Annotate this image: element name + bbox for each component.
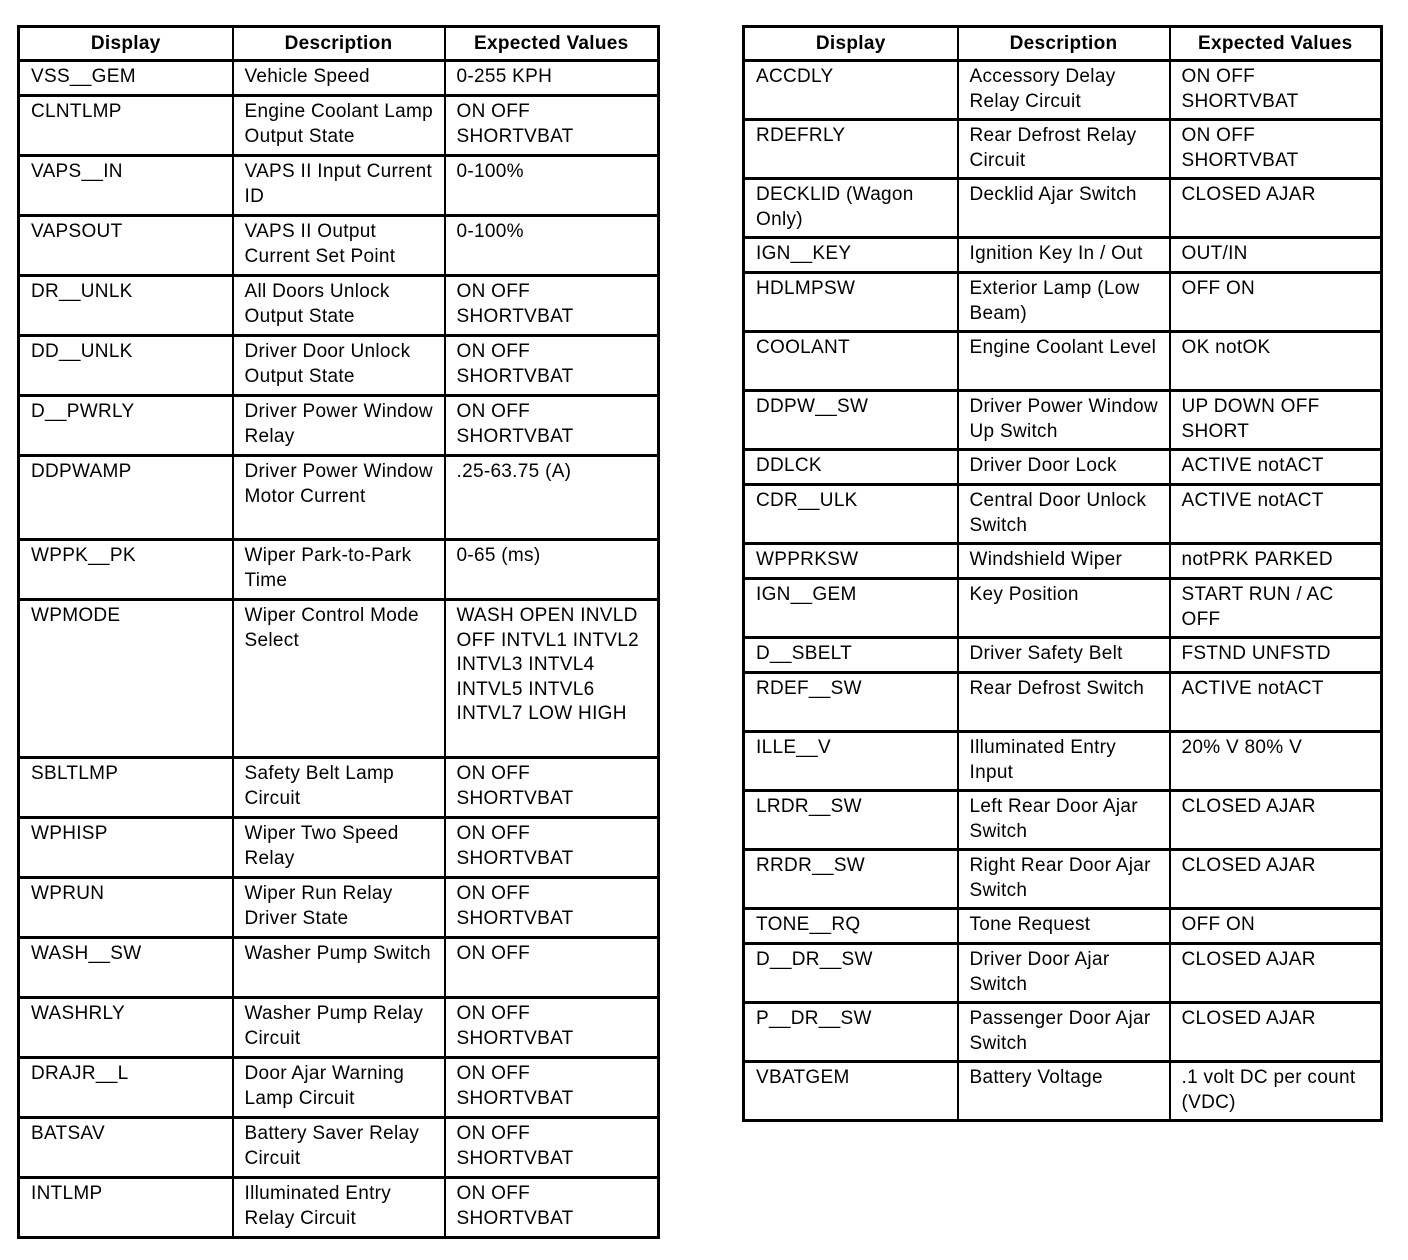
- display-cell: [19, 540, 233, 600]
- display-cell-text: D__DR__SW: [756, 949, 873, 970]
- description-cell: [958, 579, 1170, 638]
- display-cell: [744, 791, 958, 850]
- display-cell: [19, 600, 233, 758]
- header-display: Display: [19, 27, 233, 61]
- expected-values-cell-text: OFF ON: [1181, 914, 1256, 935]
- description-cell-text: Key Position: [969, 584, 1079, 605]
- display-cell-text: WPRUN: [31, 883, 105, 904]
- description-cell: [233, 61, 445, 96]
- display-cell-text: INTLMP: [31, 1183, 103, 1204]
- description-cell: [233, 156, 445, 216]
- description-cell-text: Engine Coolant Lamp Output State: [244, 101, 433, 147]
- description-cell: [958, 391, 1170, 450]
- description-cell: [958, 120, 1170, 179]
- display-cell: [19, 276, 233, 336]
- expected-values-cell: [445, 1058, 659, 1118]
- display-cell: [744, 544, 958, 579]
- expected-values-cell-text: WASH OPEN INVLD OFF INTVL1 INTVL2 INTVL3 INTVL4 INTVL5 INTVL6 INTVL7 LOW HIGH: [456, 605, 639, 724]
- expected-values-cell: [1170, 485, 1382, 544]
- expected-values-cell-text: ON OFF: [456, 943, 531, 964]
- expected-values-cell-text: ON OFF SHORTVBAT: [456, 1003, 574, 1049]
- table-row: [19, 1178, 659, 1238]
- expected-values-cell: [1170, 1003, 1382, 1062]
- table-row: [744, 1003, 1382, 1062]
- description-cell: [958, 61, 1170, 120]
- description-cell-text: Vehicle Speed: [244, 66, 370, 87]
- display-cell: [19, 998, 233, 1058]
- description-cell: [233, 818, 445, 878]
- table-row: [19, 216, 659, 276]
- description-cell: [958, 450, 1170, 485]
- expected-values-cell: [1170, 732, 1382, 791]
- display-cell: [19, 396, 233, 456]
- expected-values-cell-text: UP DOWN OFF SHORT: [1181, 396, 1320, 442]
- expected-values-cell-text: ON OFF SHORTVBAT: [456, 401, 574, 447]
- display-cell: [19, 818, 233, 878]
- expected-values-cell: [445, 878, 659, 938]
- display-cell-text: ACCDLY: [756, 66, 834, 87]
- expected-values-cell: [445, 456, 659, 540]
- table-row: [19, 396, 659, 456]
- expected-values-cell-text: ACTIVE notACT: [1181, 490, 1324, 511]
- description-cell-text: Washer Pump Switch: [244, 943, 431, 964]
- table-row: [19, 758, 659, 818]
- expected-values-cell-text: ON OFF SHORTVBAT: [1181, 125, 1299, 171]
- expected-values-cell-text: 0-255 KPH: [456, 66, 553, 87]
- display-cell: [744, 485, 958, 544]
- expected-values-cell-text: OK notOK: [1181, 337, 1271, 358]
- description-cell-text: Wiper Two Speed Relay: [244, 823, 399, 869]
- display-cell-text: DRAJR__L: [31, 1063, 129, 1084]
- expected-values-cell: [445, 336, 659, 396]
- description-cell-text: Driver Door Ajar Switch: [969, 949, 1110, 995]
- expected-values-cell: [445, 156, 659, 216]
- expected-values-cell: [445, 96, 659, 156]
- display-cell: [744, 850, 958, 909]
- description-cell: [958, 944, 1170, 1003]
- header-display: Display: [744, 27, 958, 61]
- expected-values-cell: [445, 938, 659, 998]
- description-cell: [233, 1118, 445, 1178]
- display-cell-text: RDEF__SW: [756, 678, 862, 699]
- description-cell-text: Wiper Park-to-Park Time: [244, 545, 412, 591]
- display-cell: [744, 1062, 958, 1121]
- description-cell-text: Battery Voltage: [969, 1067, 1103, 1088]
- expected-values-cell: [1170, 332, 1382, 391]
- description-cell-text: Driver Power Window Relay: [244, 401, 433, 447]
- expected-values-cell-text: .25-63.75 (A): [456, 461, 572, 482]
- expected-values-cell-text: .1 volt DC per count (VDC): [1181, 1067, 1356, 1113]
- display-cell: [19, 96, 233, 156]
- table-row: [19, 818, 659, 878]
- description-cell-text: Driver Power Window Up Switch: [969, 396, 1158, 442]
- display-cell-text: RRDR__SW: [756, 855, 866, 876]
- display-cell: [19, 456, 233, 540]
- table-row: [744, 332, 1382, 391]
- expected-values-cell-text: START RUN / AC OFF: [1181, 584, 1334, 630]
- description-cell-text: Left Rear Door Ajar Switch: [969, 796, 1138, 842]
- description-cell: [233, 938, 445, 998]
- expected-values-cell: [1170, 944, 1382, 1003]
- display-cell-text: D__SBELT: [756, 643, 853, 664]
- display-cell-text: VAPSOUT: [31, 221, 123, 242]
- right-table-header-row: [744, 27, 1382, 61]
- description-cell-text: Right Rear Door Ajar Switch: [969, 855, 1151, 901]
- expected-values-cell: [445, 540, 659, 600]
- expected-values-cell: [445, 1118, 659, 1178]
- expected-values-cell-text: CLOSED AJAR: [1181, 855, 1316, 876]
- description-cell-text: Washer Pump Relay Circuit: [244, 1003, 424, 1049]
- expected-values-cell: [1170, 238, 1382, 273]
- display-cell: [744, 944, 958, 1003]
- expected-values-cell-text: 0-100%: [456, 221, 524, 242]
- display-cell-text: WASHRLY: [31, 1003, 125, 1024]
- expected-values-cell: [1170, 450, 1382, 485]
- expected-values-cell-text: ON OFF SHORTVBAT: [456, 1123, 574, 1169]
- description-cell: [233, 276, 445, 336]
- display-cell-text: IGN__GEM: [756, 584, 857, 605]
- display-cell: [19, 1118, 233, 1178]
- display-cell-text: CDR__ULK: [756, 490, 858, 511]
- table-row: [19, 540, 659, 600]
- table-row: [19, 878, 659, 938]
- expected-values-cell-text: ON OFF SHORTVBAT: [456, 883, 574, 929]
- expected-values-cell-text: OUT/IN: [1181, 243, 1248, 264]
- display-cell-text: CLNTLMP: [31, 101, 122, 122]
- header-expected-values: Expected Values: [445, 27, 659, 61]
- description-cell: [233, 456, 445, 540]
- description-cell: [233, 998, 445, 1058]
- display-cell-text: HDLMPSW: [756, 278, 856, 299]
- expected-values-cell-text: OFF ON: [1181, 278, 1256, 299]
- table-row: [19, 156, 659, 216]
- display-cell-text: WPHISP: [31, 823, 108, 844]
- display-cell-text: WASH__SW: [31, 943, 142, 964]
- expected-values-cell: [1170, 579, 1382, 638]
- expected-values-cell: [1170, 791, 1382, 850]
- display-cell-text: LRDR__SW: [756, 796, 862, 817]
- display-cell: [744, 273, 958, 332]
- table-row: [19, 276, 659, 336]
- expected-values-cell-text: ON OFF SHORTVBAT: [456, 823, 574, 869]
- display-cell-text: DD__UNLK: [31, 341, 133, 362]
- expected-values-cell: [1170, 61, 1382, 120]
- description-cell-text: Engine Coolant Level: [969, 337, 1157, 358]
- table-row: [744, 579, 1382, 638]
- display-cell-text: COOLANT: [756, 337, 850, 358]
- description-cell-text: Illuminated Entry Relay Circuit: [244, 1183, 392, 1229]
- expected-values-cell: [445, 1178, 659, 1238]
- description-cell-text: Passenger Door Ajar Switch: [969, 1008, 1151, 1054]
- expected-values-cell: [445, 396, 659, 456]
- description-cell: [233, 758, 445, 818]
- description-cell-text: Wiper Run Relay Driver State: [244, 883, 393, 929]
- display-cell-text: P__DR__SW: [756, 1008, 872, 1029]
- expected-values-cell-text: CLOSED AJAR: [1181, 796, 1316, 817]
- display-cell-text: RDEFRLY: [756, 125, 846, 146]
- display-cell-text: WPPRKSW: [756, 549, 859, 570]
- expected-values-cell: [1170, 391, 1382, 450]
- description-cell-text: Exterior Lamp (Low Beam): [969, 278, 1140, 324]
- display-cell-text: TONE__RQ: [756, 914, 861, 935]
- expected-values-cell-text: ON OFF SHORTVBAT: [456, 763, 574, 809]
- left-table-header-row: [19, 27, 659, 61]
- display-cell-text: DDPWAMP: [31, 461, 132, 482]
- description-cell: [233, 96, 445, 156]
- table-row: [744, 909, 1382, 944]
- description-cell-text: Wiper Control Mode Select: [244, 605, 419, 651]
- expected-values-cell: [1170, 179, 1382, 238]
- description-cell-text: Windshield Wiper: [969, 549, 1123, 570]
- expected-values-cell-text: CLOSED AJAR: [1181, 949, 1316, 970]
- table-row: [744, 638, 1382, 673]
- expected-values-cell: [1170, 273, 1382, 332]
- expected-values-cell: [445, 600, 659, 758]
- description-cell-text: Driver Door Lock: [969, 455, 1117, 476]
- display-cell: [744, 450, 958, 485]
- display-cell: [19, 216, 233, 276]
- expected-values-cell: [445, 758, 659, 818]
- table-row: [744, 944, 1382, 1003]
- table-row: [744, 391, 1382, 450]
- expected-values-cell: [1170, 673, 1382, 732]
- description-cell: [958, 238, 1170, 273]
- expected-values-cell: [1170, 850, 1382, 909]
- table-row: [744, 732, 1382, 791]
- expected-values-cell-text: ON OFF SHORTVBAT: [456, 1063, 574, 1109]
- display-cell-text: DDLCK: [756, 455, 822, 476]
- display-cell-text: IGN__KEY: [756, 243, 852, 264]
- description-cell-text: Door Ajar Warning Lamp Circuit: [244, 1063, 405, 1109]
- table-row: [744, 544, 1382, 579]
- expected-values-cell: [445, 61, 659, 96]
- display-cell: [19, 156, 233, 216]
- header-description: Description: [233, 27, 445, 61]
- display-cell-text: SBLTLMP: [31, 763, 119, 784]
- expected-values-cell: [1170, 120, 1382, 179]
- table-row: [744, 791, 1382, 850]
- description-cell-text: VAPS II Output Current Set Point: [244, 221, 396, 267]
- description-cell-text: Rear Defrost Relay Circuit: [969, 125, 1137, 171]
- table-row: [744, 120, 1382, 179]
- display-cell-text: VAPS__IN: [31, 161, 123, 182]
- description-cell: [958, 273, 1170, 332]
- description-cell: [958, 1062, 1170, 1121]
- expected-values-cell-text: ACTIVE notACT: [1181, 678, 1324, 699]
- expected-values-cell: [1170, 544, 1382, 579]
- description-cell: [233, 600, 445, 758]
- table-row: [19, 938, 659, 998]
- description-cell: [958, 791, 1170, 850]
- display-cell: [744, 238, 958, 273]
- header-expected-values: Expected Values: [1170, 27, 1382, 61]
- display-cell: [744, 638, 958, 673]
- table-row: [19, 61, 659, 96]
- display-cell: [744, 179, 958, 238]
- description-cell-text: Rear Defrost Switch: [969, 678, 1145, 699]
- description-cell: [958, 850, 1170, 909]
- description-cell: [233, 540, 445, 600]
- description-cell: [958, 1003, 1170, 1062]
- expected-values-cell-text: ON OFF SHORTVBAT: [456, 1183, 574, 1229]
- display-cell: [19, 1058, 233, 1118]
- expected-values-cell-text: FSTND UNFSTD: [1181, 643, 1331, 664]
- expected-values-cell-text: ON OFF SHORTVBAT: [456, 341, 574, 387]
- display-cell: [744, 120, 958, 179]
- expected-values-cell-text: CLOSED AJAR: [1181, 184, 1316, 205]
- description-cell: [958, 732, 1170, 791]
- expected-values-cell-text: 0-100%: [456, 161, 524, 182]
- description-cell: [958, 909, 1170, 944]
- table-row: [744, 673, 1382, 732]
- table-row: [19, 998, 659, 1058]
- expected-values-cell-text: 0-65 (ms): [456, 545, 541, 566]
- table-row: [19, 96, 659, 156]
- display-cell-text: WPMODE: [31, 605, 121, 626]
- display-cell: [744, 732, 958, 791]
- table-row: [19, 336, 659, 396]
- table-row: [19, 600, 659, 758]
- table-row: [744, 61, 1382, 120]
- table-row: [19, 456, 659, 540]
- description-cell-text: Accessory Delay Relay Circuit: [969, 66, 1116, 112]
- description-cell: [958, 638, 1170, 673]
- description-cell-text: Driver Safety Belt: [969, 643, 1123, 664]
- expected-values-cell: [445, 216, 659, 276]
- table-row: [744, 450, 1382, 485]
- expected-values-cell: [445, 276, 659, 336]
- left-parameter-table: [17, 25, 660, 1239]
- expected-values-cell-text: ON OFF SHORTVBAT: [456, 281, 574, 327]
- header-description: Description: [958, 27, 1170, 61]
- description-cell-text: Illuminated Entry Input: [969, 737, 1117, 783]
- display-cell-text: ILLE__V: [756, 737, 831, 758]
- display-cell-text: DDPW__SW: [756, 396, 869, 417]
- display-cell: [744, 391, 958, 450]
- expected-values-cell-text: notPRK PARKED: [1181, 549, 1333, 570]
- table-row: [19, 1058, 659, 1118]
- expected-values-cell-text: 20% V 80% V: [1181, 737, 1303, 758]
- description-cell-text: VAPS II Input Current ID: [244, 161, 433, 207]
- display-cell-text: VSS__GEM: [31, 66, 136, 87]
- description-cell-text: Ignition Key In / Out: [969, 243, 1143, 264]
- expected-values-cell: [445, 818, 659, 878]
- table-row: [744, 1062, 1382, 1121]
- table-row: [744, 485, 1382, 544]
- description-cell: [233, 396, 445, 456]
- display-cell: [19, 1178, 233, 1238]
- description-cell-text: Driver Power Window Motor Current: [244, 461, 433, 507]
- description-cell-text: Battery Saver Relay Circuit: [244, 1123, 420, 1169]
- table-row: [744, 238, 1382, 273]
- expected-values-cell: [1170, 909, 1382, 944]
- display-cell: [19, 758, 233, 818]
- description-cell: [233, 1058, 445, 1118]
- display-cell-text: BATSAV: [31, 1123, 105, 1144]
- display-cell: [744, 579, 958, 638]
- display-cell: [19, 938, 233, 998]
- right-parameter-table: [742, 25, 1383, 1122]
- display-cell-text: WPPK__PK: [31, 545, 136, 566]
- description-cell: [958, 485, 1170, 544]
- description-cell-text: Driver Door Unlock Output State: [244, 341, 411, 387]
- expected-values-cell-text: CLOSED AJAR: [1181, 1008, 1316, 1029]
- table-row: [744, 850, 1382, 909]
- display-cell: [744, 332, 958, 391]
- display-cell-text: DR__UNLK: [31, 281, 133, 302]
- display-cell: [744, 61, 958, 120]
- description-cell: [233, 1178, 445, 1238]
- expected-values-cell: [445, 998, 659, 1058]
- table-row: [744, 179, 1382, 238]
- expected-values-cell: [1170, 638, 1382, 673]
- display-cell: [744, 673, 958, 732]
- description-cell: [958, 544, 1170, 579]
- expected-values-cell: [1170, 1062, 1382, 1121]
- expected-values-cell-text: ON OFF SHORTVBAT: [456, 101, 574, 147]
- display-cell-text: DECKLID (Wagon Only): [756, 184, 914, 230]
- table-row: [19, 1118, 659, 1178]
- display-cell: [19, 61, 233, 96]
- description-cell: [958, 179, 1170, 238]
- description-cell: [958, 673, 1170, 732]
- display-cell: [744, 1003, 958, 1062]
- display-cell-text: D__PWRLY: [31, 401, 135, 422]
- description-cell-text: Tone Request: [969, 914, 1091, 935]
- display-cell-text: VBATGEM: [756, 1067, 850, 1088]
- description-cell-text: All Doors Unlock Output State: [244, 281, 390, 327]
- description-cell: [233, 336, 445, 396]
- expected-values-cell-text: ACTIVE notACT: [1181, 455, 1324, 476]
- description-cell-text: Safety Belt Lamp Circuit: [244, 763, 394, 809]
- description-cell-text: Decklid Ajar Switch: [969, 184, 1137, 205]
- display-cell: [19, 336, 233, 396]
- description-cell-text: Central Door Unlock Switch: [969, 490, 1147, 536]
- description-cell: [958, 332, 1170, 391]
- display-cell: [744, 909, 958, 944]
- display-cell: [19, 878, 233, 938]
- expected-values-cell-text: ON OFF SHORTVBAT: [1181, 66, 1299, 112]
- description-cell: [233, 216, 445, 276]
- table-row: [744, 273, 1382, 332]
- description-cell: [233, 878, 445, 938]
